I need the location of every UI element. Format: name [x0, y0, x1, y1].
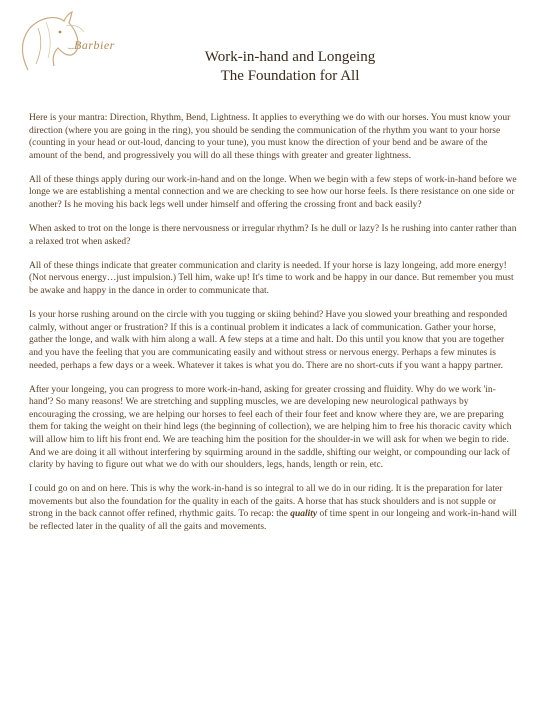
paragraph-last	[29, 483, 517, 533]
paragraph-text: I could go on and on here. This is why the work-in-hand is so integral to all we do in our riding. It is the preparation for later movements but also the foundation for the quality in each of the gaits. A horse that has stuck shoulders and is not supple or strong in the back cannot offer refined, rhythmic gaits. To recap: the	[29, 484, 503, 520]
title-line-1: Work-in-hand and Longeing	[204, 49, 376, 65]
article-body	[29, 112, 517, 545]
emphasis-quality: quality	[290, 509, 318, 520]
logo-text: Barbier	[74, 38, 115, 52]
paragraph: After your longeing, you can progress to more work-in-hand, asking for greater crossing and fluidity. Why do we work 'in-hand'? So many reasons! We are stretching and suppling muscles, we are developing new neurological pathways by encouraging the crossing, we are helping our horses to feel each of their four feet and know where they are, we are preparing them for taking the weight on their hind legs (the beginning of collection), we are helping him to free his thoracic cavity which will allow him to lift his front end. We are teaching him the position for the shoulder-in we will ask for when we begin to ride. And we are doing it all without interfering by squirming around in the saddle, shifting our weight, or compounding our lack of clarity by having to figure out what we do with our shoulders, legs, hands, length or rein, etc.	[29, 384, 512, 471]
paragraph: All of these things indicate that greater communication and clarity is needed. If your horse is lazy longeing, add more energy! (Not nervous energy…just impulsion.) Tell him, wake up! It's time to work and be happy in our dance. But remember you must be awake and happy in the dance in order to communicate that.	[29, 260, 514, 297]
paragraph: Here is your mantra: Direction, Rhythm, Bend, Lightness. It applies to everything we do with our horses. You must know your direction (where you are going in the ring), you should be sending the communication of the rhythm you want to your horse (counting in your head or out-loud, dancing to your tune), you must know the direction of your bend and be aware of the amount of the bend, and progressively you will do all these things with greater and greater lightness.	[29, 113, 511, 161]
paragraph: When asked to trot on the longe is there nervousness or irregular rhythm? Is he dull or lazy? Is he rushing into canter rather than a relaxed trot when asked?	[29, 224, 517, 247]
paragraph-text: of time spent in our longeing and work-in-hand will be reflected later in the quality of all the gaits and movements.	[29, 509, 517, 533]
title-line-2: The Foundation for All	[220, 68, 360, 84]
paragraph: All of these things apply during our work-in-hand and on the longe. When we begin with a few steps of work-in-hand before we longe we are establishing a mental connection and we are checking to see how our horse feels. Is there resistance on one side or another? Is he moving his back legs well under himself and offering the crossing front and back easily?	[29, 174, 517, 211]
page-title	[0, 48, 540, 86]
paragraph: Is your horse rushing around on the circle with you tugging or skiing behind? Have you slowed your breathing and responded calmly, without anger or frustration? If this is a continual problem it indicates a lack of communication. Gather your horse, gather the longe, and walk with him along a wall. A few steps at a time and halt. Do this until you know that you are together and you have the feeling that you are communicating easily and without stress or nervous energy. Perhaps a few minutes is needed, perhaps a few days or a week. Whatever it takes is what you do. There are no short-cuts if you want a happy partner.	[29, 310, 508, 371]
